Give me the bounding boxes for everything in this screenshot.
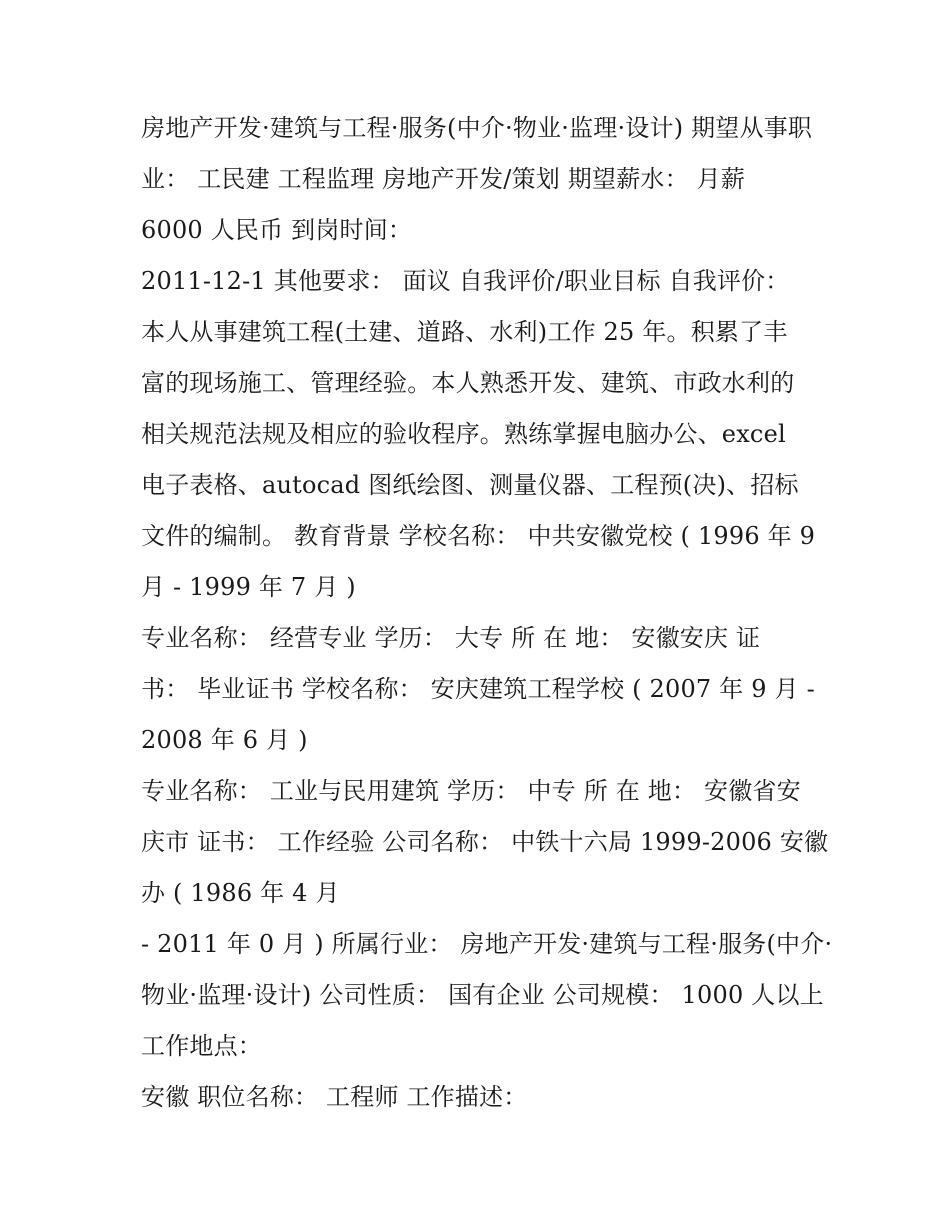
text-line-9: 文件的编制。 教育背景 学校名称： 中共安徽党校 ( 1996 年 9	[141, 522, 816, 550]
text-line-16: 办 ( 1986 年 4 月	[141, 879, 340, 907]
text-line-13: 2008 年 6 月 )	[141, 726, 308, 754]
text-line-19: 工作地点：	[141, 1032, 262, 1060]
text-line-8: 电子表格、autocad 图纸绘图、测量仪器、工程预(决)、招标	[141, 471, 799, 499]
text-line-17: - 2011 年 0 月 ) 所属行业： 房地产开发·建筑与工程·服务(中介·	[141, 930, 833, 958]
text-line-15: 庆市 证书： 工作经验 公司名称： 中铁十六局 1999-2006 安徽	[141, 828, 829, 856]
text-line-6: 富的现场施工、管理经验。本人熟悉开发、建筑、市政水利的	[141, 369, 795, 397]
text-line-18: 物业·监理·设计) 公司性质： 国有企业 公司规模： 1000 人以上	[141, 981, 824, 1009]
text-line-20: 安徽 职位名称： 工程师 工作描述：	[141, 1083, 528, 1111]
text-line-14: 专业名称： 工业与民用建筑 学历： 中专 所 在 地： 安徽省安	[141, 777, 801, 805]
text-line-7: 相关规范法规及相应的验收程序。熟练掌握电脑办公、excel	[141, 420, 786, 448]
text-line-12: 书： 毕业证书 学校名称： 安庆建筑工程学校 ( 2007 年 9 月 -	[141, 675, 815, 703]
resume-text-block	[141, 103, 831, 1123]
text-line-11: 专业名称： 经营专业 学历： 大专 所 在 地： 安徽安庆 证	[141, 624, 761, 652]
text-line-4: 2011-12-1 其他要求： 面议 自我评价/职业目标 自我评价：	[141, 267, 790, 295]
text-line-3: 6000 人民币 到岗时间：	[141, 216, 413, 244]
text-line-5: 本人从事建筑工程(土建、道路、水利)工作 25 年。积累了丰	[141, 318, 788, 346]
text-line-1: 房地产开发·建筑与工程·服务(中介·物业·监理·设计) 期望从事职	[141, 114, 813, 142]
text-line-10: 月 - 1999 年 7 月 )	[141, 573, 356, 601]
text-line-2: 业： 工民建 工程监理 房地产开发/策划 期望薪水： 月薪	[141, 165, 746, 193]
